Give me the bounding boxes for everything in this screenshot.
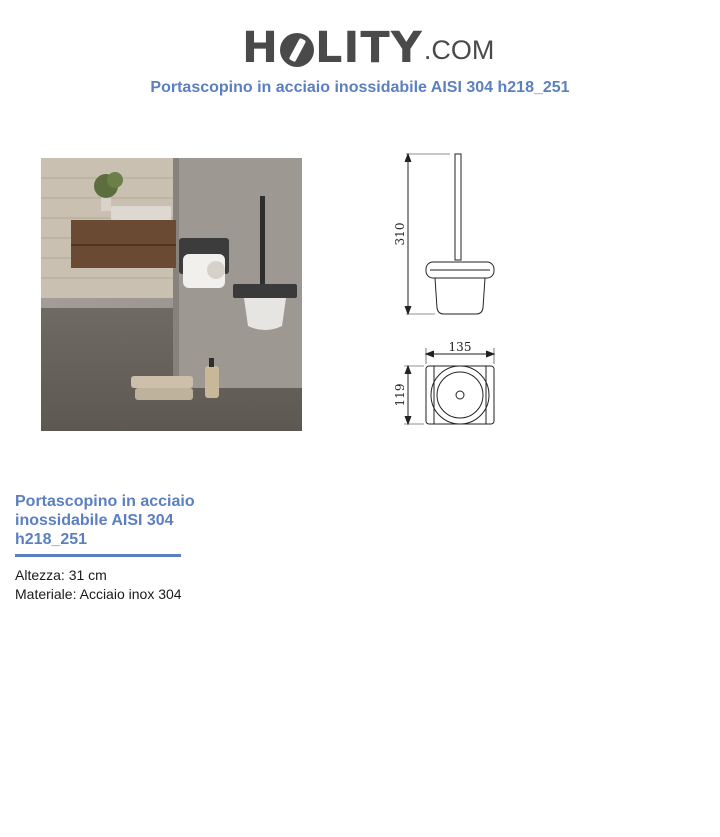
spec-value: Acciaio inox 304: [79, 586, 182, 602]
product-specs: [15, 566, 182, 604]
logo-letter-h: H: [242, 23, 279, 73]
logo-suffix: .COM: [423, 35, 495, 65]
technical-drawing: [390, 148, 510, 433]
dim-width-label: 135: [448, 340, 472, 354]
holity-logo[interactable]: [242, 14, 495, 73]
dim-depth-label: 119: [393, 383, 407, 407]
spec-row-material: Materiale: Acciaio inox 304: [15, 586, 182, 602]
logo-wordmark: [242, 23, 423, 73]
logo-letters-lity: LITY: [315, 23, 423, 73]
spec-value: 31 cm: [68, 567, 107, 583]
dim-height-label: 310: [393, 222, 407, 246]
page-title: Portascopino in acciaio inossidabile AISI 304 h218_251: [150, 79, 570, 96]
spec-row-height: Altezza: 31 cm: [15, 567, 107, 583]
product-photo: [41, 158, 302, 431]
spec-label: Materiale: [15, 586, 73, 602]
title-underline: [15, 554, 181, 557]
logo-o-icon: [280, 33, 314, 67]
product-title: Portascopino in acciaio inossidabile AISI 304 h218_251: [15, 493, 195, 548]
spec-label: Altezza: [15, 567, 61, 583]
